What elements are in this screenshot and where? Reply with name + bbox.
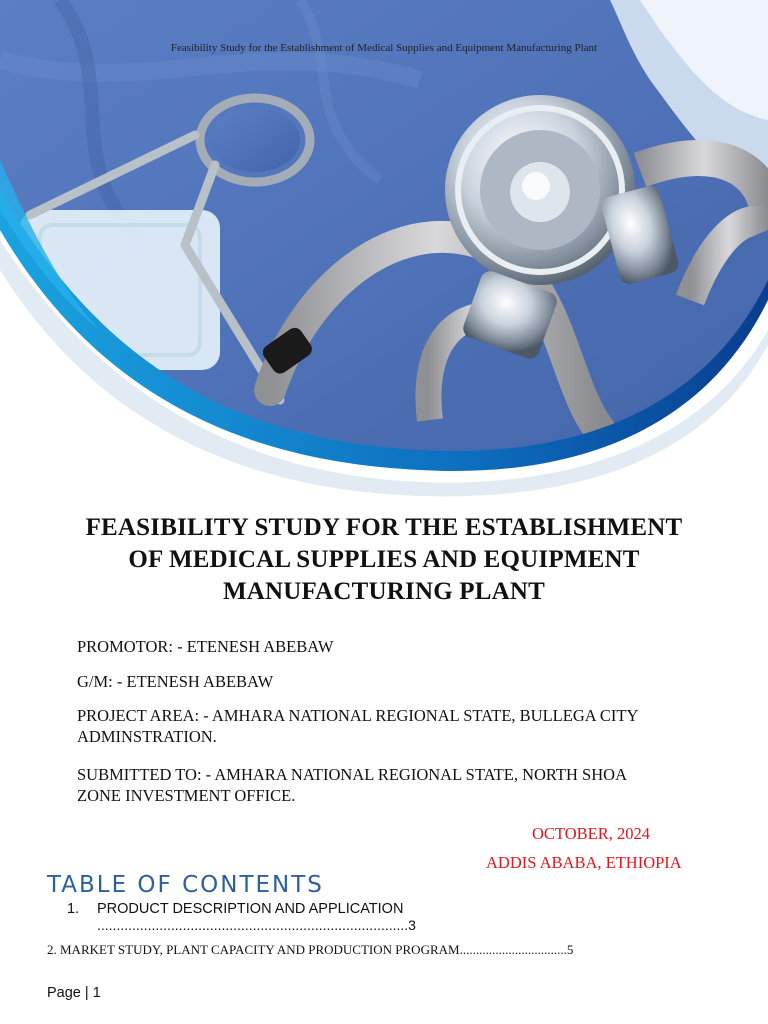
project-area	[77, 705, 727, 747]
cover-image	[0, 0, 768, 500]
toc-heading: TABLE OF CONTENTS	[47, 872, 324, 898]
toc-entry[interactable]: 2. MARKET STUDY, PLANT CAPACITY AND PRODUCTION PROGRAM.................................5	[47, 942, 574, 957]
toc-entry-leader[interactable]: ................................................................................3	[97, 917, 416, 933]
submission-place: ADDIS ABABA, ETHIOPIA	[486, 853, 682, 872]
project-area-line: PROJECT AREA: - AMHARA NATIONAL REGIONAL STATE, BULLEGA CITY	[77, 706, 639, 725]
gm-line: G/M: - ETENESH ABEBAW	[77, 672, 274, 691]
toc-entry-text: PRODUCT DESCRIPTION AND APPLICATION	[97, 901, 404, 917]
title-line: FEASIBILITY STUDY FOR THE ESTABLISHMENT	[85, 514, 683, 541]
submitted-to-line: SUBMITTED TO: - AMHARA NATIONAL REGIONAL STATE, NORTH SHOA	[77, 765, 627, 784]
submitted-to	[77, 764, 727, 806]
project-area-line: ADMINSTRATION.	[77, 727, 217, 746]
promotor-line: PROMOTOR: - ETENESH ABEBAW	[77, 637, 334, 656]
running-header: Feasibility Study for the Establishment of Medical Supplies and Equipment Manufacturing Plant	[170, 42, 598, 54]
submitted-to-line: ZONE INVESTMENT OFFICE.	[77, 786, 296, 805]
page-number: Page | 1	[47, 985, 101, 1001]
title-line: MANUFACTURING PLANT	[222, 578, 546, 605]
document-title	[20, 512, 748, 608]
toc-entry-number: 1.	[67, 901, 80, 917]
title-line: OF MEDICAL SUPPLIES AND EQUIPMENT	[128, 546, 640, 573]
toc-entry[interactable]	[67, 901, 403, 917]
submission-date: OCTOBER, 2024	[532, 824, 650, 843]
